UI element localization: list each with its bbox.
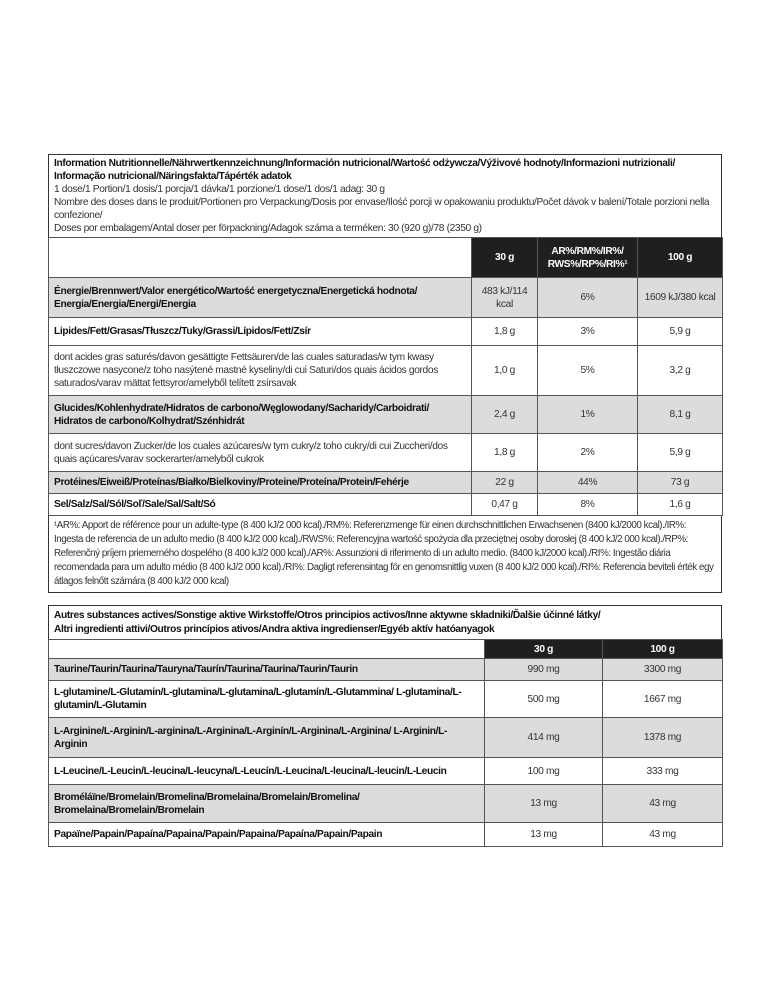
table-row — [49, 472, 723, 494]
active-substances-title-line2: Altri ingredienti attivi/Outros princípios ativos/Andra aktiva ingredienser/Egyéb aktív hatóanyagok — [54, 624, 495, 635]
table-row — [49, 396, 723, 434]
row-100g: 5,9 g — [638, 318, 723, 346]
row-100g: 1378 mg — [603, 718, 723, 758]
row-100g: 1667 mg — [603, 681, 723, 718]
row-name: dont acides gras saturés/davon gesättigte Fettsäuren/de las cuales saturadas/w tym kwasy tłuszczowe nasycone/z toho nasýtené mastné kyseliny/di cui Saturi/dos quais ácidos gordos saturados/varav mättat fettsyror/amelyből telített zsírsavak — [49, 346, 472, 396]
nutrition-title-line1: Information Nutritionnelle/Nährwertkennzeichnung/Información nutricional/Wartość odżywcza/Výživové hodnoty/Informazioni nutrizionali/ — [54, 158, 675, 169]
row-100g: 1,6 g — [638, 494, 723, 516]
col-ri — [538, 238, 638, 278]
row-name: L-glutamine/L-Glutamin/L-glutamina/L-glutamina/L-glutamín/L-Glutammina/ L-glutamina/L-glutamin/L-Glutamin — [49, 681, 485, 718]
dose-line: 1 dose/1 Portion/1 dosis/1 porcja/1 dávka/1 porzione/1 dose/1 dos/1 adag: 30 g — [54, 184, 385, 195]
col-100g: 100 g — [638, 238, 723, 278]
row-100g: 1609 kJ/380 kcal — [638, 278, 723, 318]
row-name: Glucides/Kohlenhydrate/Hidratos de carbono/Węglowodany/Sacharidy/Carboidrati/ Hidratos de carbono/Kolhydrat/Szénhidrát — [49, 396, 472, 434]
row-name: dont sucres/davon Zucker/de los cuales azúcares/w tym cukry/z toho cukry/di cui Zuccheri/dos quais açúcares/varav sockerarter/amelyből cukrok — [49, 434, 472, 472]
row-100g: 8,1 g — [638, 396, 723, 434]
row-ri: 2% — [538, 434, 638, 472]
servings-line1: Nombre des doses dans le produit/Portionen pro Verpackung/Dosis por envase/Ilość porcji w opakowaniu produktu/Počet dávok v balení/Totale porzioni nella confezione/ — [54, 197, 710, 221]
row-30g: 1,8 g — [472, 318, 538, 346]
active-substances-table-header — [49, 640, 723, 659]
table-row — [49, 785, 723, 823]
table-row — [49, 494, 723, 516]
row-name: Broméláïne/Bromelain/Bromelina/Bromelaina/Bromelain/Bromelina/ Bromelaina/Bromelain/Bromelain — [49, 785, 485, 823]
row-name: Lipides/Fett/Grasas/Tłuszcz/Tuky/Grassi/Lípidos/Fett/Zsír — [49, 318, 472, 346]
table-row — [49, 659, 723, 681]
header-blank-cell — [49, 640, 485, 659]
nutrition-table — [48, 237, 723, 516]
nutrition-table-header — [49, 238, 723, 278]
row-30g: 990 mg — [485, 659, 603, 681]
table-row — [49, 434, 723, 472]
row-30g: 500 mg — [485, 681, 603, 718]
row-30g: 483 kJ/114 kcal — [472, 278, 538, 318]
col-ri-line2: RWS%/RP%/RI%¹ — [547, 258, 628, 270]
row-30g: 1,8 g — [472, 434, 538, 472]
row-30g: 1,0 g — [472, 346, 538, 396]
active-substances-table — [48, 639, 723, 847]
row-ri: 1% — [538, 396, 638, 434]
col-100g: 100 g — [603, 640, 723, 659]
table-row — [49, 758, 723, 785]
row-name: Énergie/Brennwert/Valor energético/Wartość energetyczna/Energetická hodnota/ Energia/Energia/Energi/Energia — [49, 278, 472, 318]
row-30g: 13 mg — [485, 785, 603, 823]
row-100g: 73 g — [638, 472, 723, 494]
active-substances-title-line1: Autres substances actives/Sonstige aktive Wirkstoffe/Otros principios activos/Inne aktywne składniki/Ďalšie účinné látky/ — [54, 610, 601, 621]
row-ri: 3% — [538, 318, 638, 346]
table-row — [49, 278, 723, 318]
row-name: Protéines/Eiweiß/Proteínas/Białko/Bielkoviny/Proteine/Proteína/Protein/Fehérje — [49, 472, 472, 494]
row-100g: 43 mg — [603, 785, 723, 823]
row-ri: 44% — [538, 472, 638, 494]
table-row — [49, 346, 723, 396]
col-30g: 30 g — [472, 238, 538, 278]
row-name: Sel/Salz/Sal/Sól/Soľ/Sale/Sal/Salt/Só — [49, 494, 472, 516]
row-30g: 0,47 g — [472, 494, 538, 516]
nutrition-header — [48, 154, 722, 237]
header-blank-cell — [49, 238, 472, 278]
nutrition-title-line2: Informação nutricional/Näringsfakta/Tápérték adatok — [54, 171, 292, 182]
row-ri: 5% — [538, 346, 638, 396]
row-ri: 8% — [538, 494, 638, 516]
table-row — [49, 681, 723, 718]
row-name: L-Leucine/L-Leucin/L-leucina/L-leucyna/L-Leucín/L-Leucina/L-leucina/L-leucin/L-Leucin — [49, 758, 485, 785]
col-30g: 30 g — [485, 640, 603, 659]
row-name: L-Arginine/L-Arginin/L-arginina/L-Arginina/L-Arginín/L-Arginina/L-Arginina/ L-Arginin/L-Arginin — [49, 718, 485, 758]
row-100g: 3,2 g — [638, 346, 723, 396]
row-ri: 6% — [538, 278, 638, 318]
table-row — [49, 718, 723, 758]
row-name: Taurine/Taurin/Taurina/Tauryna/Taurín/Taurina/Taurina/Taurin/Taurin — [49, 659, 485, 681]
row-100g: 43 mg — [603, 823, 723, 847]
row-30g: 2,4 g — [472, 396, 538, 434]
nutrition-label — [48, 154, 722, 847]
row-100g: 3300 mg — [603, 659, 723, 681]
active-substances-header — [48, 605, 722, 639]
row-100g: 5,9 g — [638, 434, 723, 472]
active-substances-section — [48, 605, 722, 847]
row-30g: 13 mg — [485, 823, 603, 847]
row-100g: 333 mg — [603, 758, 723, 785]
servings-line2: Doses por embalagem/Antal doser per förpackning/Adagok száma a terméken: 30 (920 g)/78 (2350 g) — [54, 223, 482, 234]
reference-intake-footnote: ¹AR%: Apport de référence pour un adulte-type (8 400 kJ/2 000 kcal)./RM%: Referenzmenge für einen durchschnittlichen Erwachsenen (8400 kJ/2000 kcal)./IR%: Ingesta de referencia de un adulto medio (8 400 kJ/2 000 kcal)./RWS%: Referencyjna wartość spożycia dla przeciętnej osoby dorosłej (8 400 kJ/2 000 kcal)./RP%: Referenčný príjem priemerného dospelého (8 400 kJ/2 000 kcal)./AR%: Assunzioni di riferimento di un adulto medio. (8400 kJ/2000 kcal)./RI%: Ingestão diária recomendada para um adulto médio (8 400 kJ/2 000 kcal)./RI%: Dagligt referensintag för en genomsnittlig vuxen (8 400 kJ/2 000 kcal)./RI%: Referencia beviteli érték egy átlagos felnőtt számára (8 400 kJ/2 000 kcal) — [48, 516, 722, 593]
row-name: Papaïne/Papain/Papaína/Papaina/Papain/Papaina/Papaína/Papain/Papain — [49, 823, 485, 847]
col-ri-line1: AR%/RM%/IR%/ — [551, 245, 624, 257]
table-row — [49, 823, 723, 847]
row-30g: 22 g — [472, 472, 538, 494]
row-30g: 100 mg — [485, 758, 603, 785]
table-row — [49, 318, 723, 346]
row-30g: 414 mg — [485, 718, 603, 758]
